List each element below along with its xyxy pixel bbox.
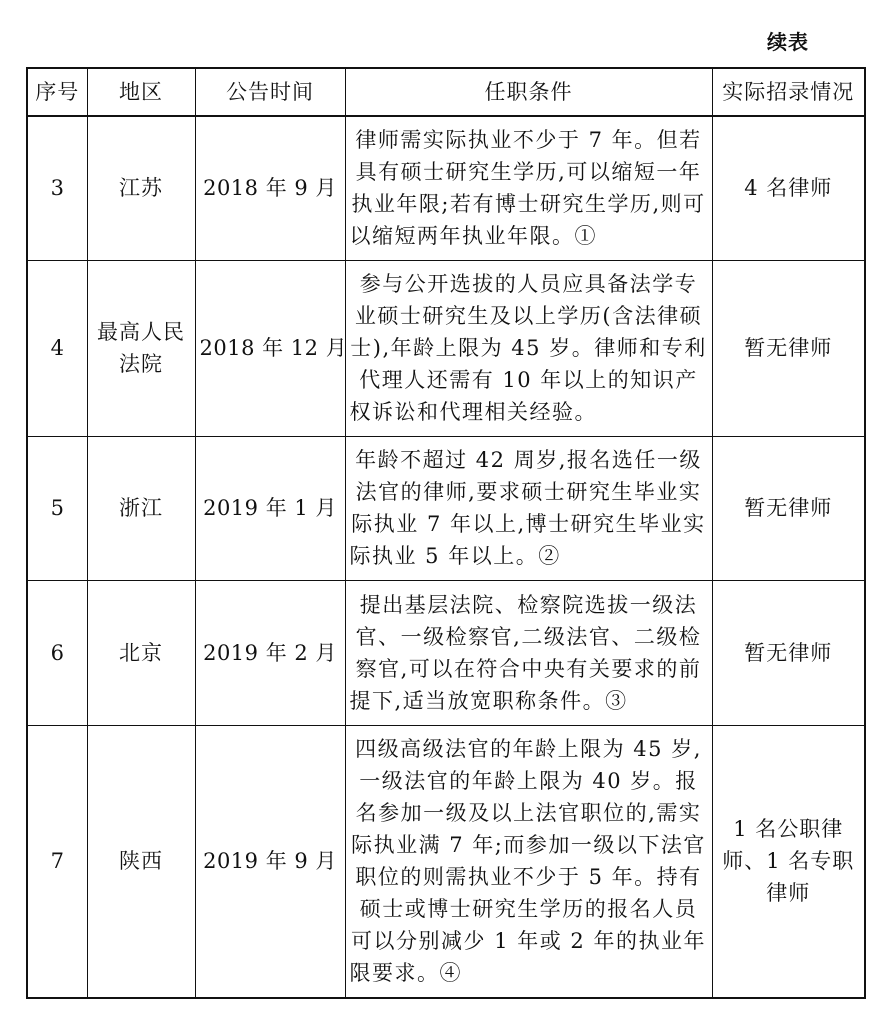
table-row <box>27 725 865 998</box>
row-region: 北京 <box>87 580 195 725</box>
table-row <box>27 580 865 725</box>
continued-table-label: 续表 <box>767 30 809 54</box>
row-date: 2019 年 9 月 <box>195 725 345 998</box>
row-conditions: 四级高级法官的年龄上限为 45 岁,一级法官的年龄上限为 40 岁。报名参加一级及以上法官职位的,需实际执业满 7 年;而参加一级以下法官职位的则需执业不少于 5 年。持有硕士或博士研究生学历的报名人员可以分别减少 1 年或 2 年的执业年限要求。④ <box>345 725 712 998</box>
header-conditions: 任职条件 <box>345 68 712 116</box>
row-index: 3 <box>27 116 87 260</box>
lawyer-selection-table <box>26 67 866 999</box>
row-index: 4 <box>27 260 87 436</box>
row-index: 7 <box>27 725 87 998</box>
row-index: 6 <box>27 580 87 725</box>
row-conditions: 年龄不超过 42 周岁,报名选任一级法官的律师,要求硕士研究生毕业实际执业 7 年以上,博士研究生毕业实际执业 5 年以上。② <box>345 436 712 580</box>
row-date: 2019 年 1 月 <box>195 436 345 580</box>
row-result: 暂无律师 <box>712 436 865 580</box>
row-conditions: 参与公开选拔的人员应具备法学专业硕士研究生及以上学历(含法律硕士),年龄上限为 45 岁。律师和专利代理人还需有 10 年以上的知识产权诉讼和代理相关经验。 <box>345 260 712 436</box>
row-result: 暂无律师 <box>712 580 865 725</box>
row-conditions: 律师需实际执业不少于 7 年。但若具有硕士研究生学历,可以缩短一年执业年限;若有博士研究生学历,则可以缩短两年执业年限。① <box>345 116 712 260</box>
row-conditions: 提出基层法院、检察院选拔一级法官、一级检察官,二级法官、二级检察官,可以在符合中央有关要求的前提下,适当放宽职称条件。③ <box>345 580 712 725</box>
row-region: 陕西 <box>87 725 195 998</box>
row-result: 1 名公职律师、1 名专职律师 <box>712 725 865 998</box>
row-region: 最高人民法院 <box>87 260 195 436</box>
table-row <box>27 260 865 436</box>
header-date: 公告时间 <box>195 68 345 116</box>
table-row <box>27 116 865 260</box>
row-region: 江苏 <box>87 116 195 260</box>
row-result: 4 名律师 <box>712 116 865 260</box>
row-date: 2018 年 12 月 <box>195 260 345 436</box>
row-region: 浙江 <box>87 436 195 580</box>
header-index: 序号 <box>27 68 87 116</box>
header-region: 地区 <box>87 68 195 116</box>
row-result: 暂无律师 <box>712 260 865 436</box>
row-date: 2019 年 2 月 <box>195 580 345 725</box>
row-index: 5 <box>27 436 87 580</box>
table-header-row <box>27 68 865 116</box>
row-date: 2018 年 9 月 <box>195 116 345 260</box>
header-result: 实际招录情况 <box>712 68 865 116</box>
table-row <box>27 436 865 580</box>
